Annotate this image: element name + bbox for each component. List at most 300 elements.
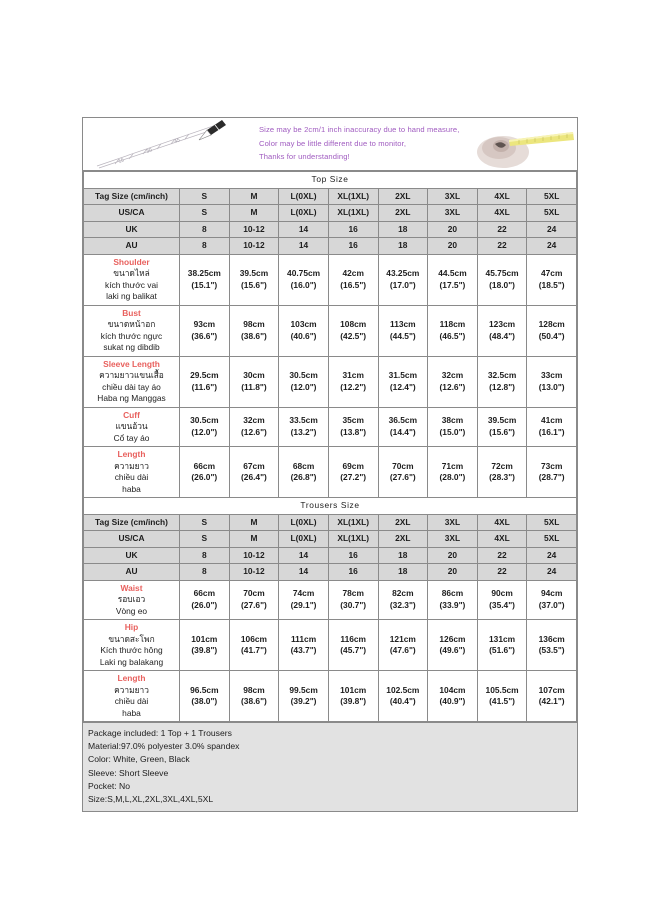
cell-cm: 78cm [342,588,364,599]
cell-cm: 74cm [292,588,315,599]
row-label-tl: Laki ng balakang [99,656,164,667]
cell-inch: (15.6") [489,426,515,437]
cell: XL(1XL) [328,514,378,531]
row-label-vi: Cổ tay áo [113,432,150,443]
cell [378,447,428,498]
cell [180,620,230,671]
cell-cm: 47cm [540,268,563,278]
cell: 24 [527,238,577,255]
cell-inch: (43.7") [290,645,317,655]
cell-inch: (12.2") [340,381,367,392]
footer-line-color: Color: White, Green, Black [88,754,190,765]
cell-inch: (50.4") [538,330,565,341]
cell [180,580,230,620]
cell-cm: 82cm [392,588,414,599]
cell: 3XL [428,188,478,205]
cell: 24 [527,547,577,564]
row-label-au: AU [84,564,180,581]
cell [378,620,428,671]
cell-inch: (51.6") [489,645,515,655]
cell: 20 [428,547,478,564]
cell-inch: (27.2") [340,472,367,482]
trousers-au-row [84,564,577,581]
cell-inch: (15.0") [439,426,466,437]
cell-cm: 40.75cm [287,268,321,278]
row-label-vi: chiều dài [114,472,149,482]
cell: 20 [428,238,478,255]
cell: S [180,188,230,205]
cell-cm: 38.25cm [187,268,221,278]
cell-inch: (39.2") [290,696,317,706]
cell: 10-12 [229,221,279,238]
svg-text:15: 15 [117,157,125,165]
cell [229,620,279,671]
footer-line-material: Material:97.0% polyester 3.0% spandex [88,741,240,752]
cell: 4XL [477,531,527,548]
cell-inch: (12.8") [489,381,515,392]
row-label-en: Bust [122,307,141,318]
cell-cm: 33.5cm [289,415,318,426]
cell: 16 [328,221,378,238]
cell: 4XL [477,205,527,222]
cell-inch: (39.8") [191,645,218,655]
cell-cm: 136cm [538,633,565,644]
cell-inch: (35.4") [489,599,515,610]
cell [180,254,230,305]
cell-cm: 123cm [489,319,516,329]
top-measure-row-sleeve-length [84,356,577,407]
cell [328,580,378,620]
cell [428,407,478,447]
size-chart [82,117,578,812]
cell-inch: (48.4") [489,330,515,341]
cell [527,305,577,356]
cell [378,305,428,356]
cell-cm: 32cm [441,370,464,380]
cell-cm: 73cm [540,460,563,471]
row-label-tl: haba [122,483,141,494]
footer-line-size: Size:S,M,L,XL,2XL,3XL,4XL,5XL [88,794,214,805]
cell-inch: (33.9") [439,599,466,610]
cell-cm: 101cm [191,633,218,644]
top-size-table [83,171,577,722]
cell-inch: (13.8") [340,426,367,437]
cell: 18 [378,221,428,238]
hand-tape-measure-icon [465,118,575,170]
cell: 5XL [527,531,577,548]
trousers-size-title-row [84,498,577,515]
footer-line-sleeve: Sleeve: Short Sleeve [88,767,169,778]
cell-cm: 108cm [340,319,367,329]
cell [428,254,478,305]
cell-cm: 71cm [441,460,464,471]
row-label-th: ความยาว [114,684,149,695]
cell [477,305,527,356]
row-label-tag-size: Tag Size (cm/inch) [84,188,180,205]
cell [229,254,279,305]
cell [229,356,279,407]
cell-cm: 131cm [489,633,516,644]
cell-cm: 70cm [392,460,414,471]
cell-cm: 126cm [439,633,466,644]
row-label-th: ความยาว [114,460,149,471]
cell-cm: 118cm [439,319,466,329]
top-measure-row-cuff [84,407,577,447]
cell-cm: 72cm [491,460,513,471]
cell [180,356,230,407]
cell [477,447,527,498]
cell-cm: 116cm [340,633,366,644]
cell [279,356,329,407]
cell-cm: 121cm [389,633,416,644]
cell: M [229,514,279,531]
cell-inch: (27.6") [389,472,416,482]
cell-cm: 31cm [342,370,364,380]
cell [428,580,478,620]
svg-text:45: 45 [173,137,181,145]
row-label-en: Cuff [123,409,140,420]
cell-inch: (11.8") [241,381,267,392]
cell-inch: (12.6") [439,381,466,392]
cell: 4XL [477,188,527,205]
cell [428,671,478,722]
cell-cm: 30.5cm [289,370,318,380]
row-label-au: AU [84,238,180,255]
cell: L(0XL) [279,531,329,548]
cell: 5XL [527,514,577,531]
cell-cm: 111cm [290,633,317,644]
disclaimer-banner [83,118,577,171]
row-label-tl: Haba ng Manggas [97,393,166,403]
cell [477,407,527,447]
cell [527,447,577,498]
cell [378,254,428,305]
trousers-measure-row-hip [84,620,577,671]
cell-cm: 93cm [193,319,216,329]
cell [477,671,527,722]
cell [428,305,478,356]
cell [477,620,527,671]
cell-inch: (30.7") [340,599,367,610]
cell [279,407,329,447]
cell [279,580,329,620]
product-details-footer [83,722,577,811]
cell-inch: (17.0") [389,279,416,290]
cell-cm: 113cm [390,319,416,329]
cell [428,620,478,671]
top-size-table-body [84,172,577,722]
cell: 3XL [428,514,478,531]
cell: L(0XL) [279,514,329,531]
cell-cm: 39.5cm [239,268,269,278]
top-size-title: Top Size [84,172,577,189]
cell-cm: 32.5cm [487,370,517,380]
cell: 10-12 [229,547,279,564]
cell-inch: (41.5") [489,696,515,706]
row-label-bust [84,305,180,356]
cell: L(0XL) [279,188,329,205]
cell [279,620,329,671]
cell-cm: 86cm [441,588,464,599]
cell-cm: 45.75cm [485,268,519,278]
pencil-sketch-icon [89,118,259,170]
cell: 16 [328,238,378,255]
top-measure-row-bust [84,305,577,356]
cell-cm: 66cm [193,460,216,471]
row-label-th: ขนาดหน้าอก [107,319,156,329]
cell-inch: (46.5") [439,330,466,341]
cell-cm: 99.5cm [289,684,318,695]
cell-cm: 107cm [538,684,565,695]
cell-inch: (28.3") [489,472,515,482]
top-us-ca-row [84,205,577,222]
cell-inch: (47.6") [389,645,416,655]
row-label-vi: chiều dài tay áo [102,381,161,392]
footer-line-package: Package included: 1 Top + 1 Trousers [88,728,232,738]
cell-inch: (38.6") [241,696,267,706]
disclaimer-line-3: Thanks for understanding! [259,152,350,162]
cell: M [229,531,279,548]
cell [328,254,378,305]
cell: 2XL [378,531,428,548]
top-tag-size-row [84,188,577,205]
cell-cm: 32cm [243,415,265,426]
cell: S [180,531,230,548]
svg-text:30: 30 [145,147,153,155]
cell [477,356,527,407]
cell-inch: (26.0") [191,472,218,482]
cell-inch: (16.0") [290,279,317,290]
row-label-en: Hip [124,622,139,632]
cell-inch: (42.5") [340,330,367,341]
cell: 18 [378,547,428,564]
cell [328,305,378,356]
cell: 8 [180,238,230,255]
row-label-length [84,447,180,498]
row-label-th: ความยาวแขนเสื้อ [99,370,164,380]
cell: 24 [527,221,577,238]
cell: 20 [428,221,478,238]
cell [279,305,329,356]
cell-inch: (18.5") [538,279,565,290]
cell-cm: 101cm [340,684,367,695]
cell-inch: (27.6") [241,599,267,610]
disclaimer-line-2: Color may be little different due to monitor, [259,138,407,148]
cell: 16 [328,564,378,581]
cell-cm: 39.5cm [487,415,517,426]
cell: 18 [378,564,428,581]
cell-inch: (15.1") [191,279,218,290]
cell-inch: (38.6") [241,330,267,341]
cell-cm: 103cm [290,319,317,329]
cell: XL(1XL) [328,531,378,548]
cell [229,580,279,620]
cell: 22 [477,238,527,255]
cell: M [229,188,279,205]
cell-inch: (16.1") [538,426,565,437]
cell [180,671,230,722]
cell [328,447,378,498]
cell-cm: 33cm [540,370,563,380]
cell-cm: 30.5cm [190,415,219,426]
cell [328,356,378,407]
cell [378,580,428,620]
cell: 16 [328,547,378,564]
cell [229,407,279,447]
cell: 3XL [428,205,478,222]
cell-cm: 38cm [441,415,464,426]
cell: M [229,205,279,222]
trousers-measure-row-length [84,671,577,722]
cell [378,671,428,722]
cell [527,620,577,671]
cell: L(0XL) [279,205,329,222]
row-label-vi: kích thước vai [105,279,158,290]
cell [328,407,378,447]
cell-inch: (44.5") [389,330,416,341]
cell: 8 [180,547,230,564]
cell-inch: (36.6") [191,330,218,341]
cell-inch: (26.4") [241,472,267,482]
cell: 14 [279,221,329,238]
row-label-uk: UK [84,221,180,238]
cell-cm: 94cm [540,588,563,599]
cell [229,671,279,722]
row-label-en: Length [117,673,146,683]
cell-inch: (40.9") [439,696,466,706]
cell [180,447,230,498]
trousers-tag-size-row [84,514,577,531]
cell [229,305,279,356]
row-label-en: Sleeve Length [103,358,160,369]
cell: 2XL [378,205,428,222]
row-label-cuff [84,407,180,447]
cell [328,620,378,671]
row-label-th: รอบเอว [117,594,146,604]
cell-inch: (26.0") [191,599,218,610]
top-size-title-row [84,172,577,189]
cell-inch: (40.4") [389,696,416,706]
cell-cm: 102.5cm [386,684,420,695]
cell-inch: (28.0") [439,472,466,482]
cell: 5XL [527,205,577,222]
cell-cm: 44.5cm [438,268,467,278]
cell [279,254,329,305]
row-label-vi: Vòng eo [115,605,148,616]
top-uk-row [84,221,577,238]
cell-inch: (14.4") [389,426,416,437]
cell [527,407,577,447]
cell [180,407,230,447]
cell-cm: 43.25cm [386,268,420,278]
cell: 22 [477,221,527,238]
row-label-en: Length [117,449,146,459]
top-measure-row-shoulder [84,254,577,305]
cell-cm: 31.5cm [388,370,418,380]
cell: 2XL [378,514,428,531]
row-label-uk: UK [84,547,180,564]
cell-inch: (12.0") [191,426,218,437]
trousers-uk-row [84,547,577,564]
cell-inch: (28.7") [538,472,565,482]
cell: S [180,514,230,531]
cell: 22 [477,564,527,581]
cell: 10-12 [229,564,279,581]
cell [279,671,329,722]
cell-inch: (53.5") [538,645,565,655]
cell-cm: 98cm [243,684,265,695]
cell-inch: (32.3") [389,599,416,610]
cell-inch: (17.5") [439,279,466,290]
cell-inch: (37.0") [538,599,565,610]
cell: 22 [477,547,527,564]
row-label-en: Waist [120,582,143,593]
cell-cm: 96.5cm [190,684,219,695]
trousers-us-ca-row [84,531,577,548]
cell: 3XL [428,531,478,548]
cell-inch: (16.5") [340,279,367,290]
cell-inch: (41.7") [241,645,267,655]
cell: 8 [180,221,230,238]
row-label-waist [84,580,180,620]
row-label-hip [84,620,180,671]
cell-inch: (13.0") [538,381,565,392]
row-label-th: ขนาดสะโพก [108,633,155,644]
cell-cm: 29.5cm [190,370,219,380]
cell-inch: (12.6") [241,426,267,437]
cell-inch: (11.6") [191,381,217,392]
cell-cm: 98cm [243,319,265,329]
cell-inch: (42.1") [538,696,565,706]
cell-inch: (49.6") [439,645,466,655]
row-label-tl: laki ng balikat [106,291,157,301]
cell [378,407,428,447]
cell-cm: 66cm [193,588,216,599]
cell [180,305,230,356]
cell-cm: 104cm [439,684,466,695]
row-label-vi: Kích thước hông [100,645,163,655]
cell: 5XL [527,188,577,205]
cell: S [180,205,230,222]
cell-inch: (39.8") [340,696,367,706]
cell-cm: 106cm [240,633,267,644]
cell [527,356,577,407]
footer-line-pocket: Pocket: No [88,780,131,791]
cell: 4XL [477,514,527,531]
row-label-tl: sukat ng dibdib [103,342,160,352]
top-au-row [84,238,577,255]
cell: 20 [428,564,478,581]
row-label-th: แขนอ้วน [115,421,148,431]
cell-cm: 42cm [342,268,364,278]
cell: 14 [279,564,329,581]
cell: XL(1XL) [328,188,378,205]
cell-inch: (38.0") [191,696,218,706]
cell [428,447,478,498]
cell-cm: 36.5cm [388,415,418,426]
cell-inch: (15.6") [241,279,267,290]
cell-inch: (45.7") [340,645,367,655]
cell-inch: (29.1") [290,599,317,610]
cell: XL(1XL) [328,205,378,222]
cell-cm: 105.5cm [485,684,519,695]
row-label-shoulder [84,254,180,305]
row-label-vi: kích thước ngực [100,330,163,341]
row-label-sleeve-length [84,356,180,407]
row-label-us-ca: US/CA [84,531,180,548]
row-label-length [84,671,180,722]
row-label-th: ขนาดไหล่ [113,268,150,278]
